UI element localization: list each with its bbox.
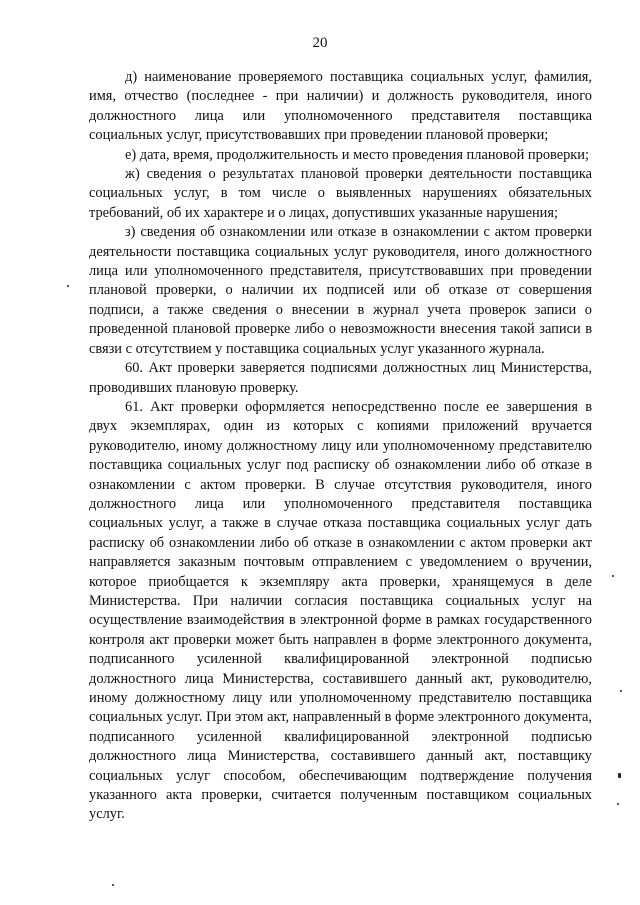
paragraph-clause-60: 60. Акт проверки заверяется подписями должностных лиц Министерства, проводивших плановую проверку.: [89, 360, 592, 396]
paragraph-clause-61: 61. Акт проверки оформляется непосредственно после ее завершения в двух экземплярах, один из которых с копиями приложений вручается руководителю, иному должностному лицу или уполномоченному представителю поставщика социальных услуг под расписку об ознакомлении либо об отказе в ознакомлении с актом проверки. В случае отсутствия руководителя, иного должностного лица или уполномоченного представителя поставщика социальных услуг, а также в случае отказа поставщика социальных услуг дать расписку об ознакомлении либо об отказе в ознакомлении с актом проверки акт направляется заказным почтовым отправлением с уведомлением о вручении, которое приобщается к экземпляру акта проверки, хранящемуся в деле Министерства. При наличии согласия поставщика социальных услуг на осуществление взаимодействия в электронной форме в рамках государственного контроля акт проверки может быть направлен в форме электронного документа, подписанного усиленной квалифицированной электронной подписью должностного лица Министерства, составившего данный акт, руководителю, иному должностному лицу или уполномоченному представителю поставщика социальных услуг. При этом акт, направленный в форме электронного документа, подписанного усиленной квалифицированной электронной подписью должностного лица Министерства, составившего данный акт, поставщику социальных услуг способом, обеспечивающим подтверждение получения указанного акта проверки, считается полученным поставщиком социальных услуг.: [89, 398, 592, 823]
scan-speck: [618, 773, 621, 778]
paragraph-item-zh: ж) сведения о результатах плановой проверки деятельности поставщика социальных услуг, в том числе о выявленных нарушениях обязательных требований, об их характере и о лицах, допустивших указанные нарушения;: [89, 166, 592, 221]
scan-speck: [112, 884, 114, 886]
paragraph-item-e: е) дата, время, продолжительность и место проведения плановой проверки;: [125, 146, 589, 163]
scan-speck: [620, 690, 622, 692]
scan-speck: [617, 803, 619, 805]
scan-speck: [612, 575, 614, 577]
paragraph-item-d: д) наименование проверяемого поставщика социальных услуг, фамилия, имя, отчество (последнее - при наличии) и должность руководителя, иного должностного лица или уполномоченного представителя поставщика социальных услуг, присутствовавших при проведении плановой проверки;: [89, 69, 592, 144]
page-number: 20: [312, 35, 328, 51]
document-body: [89, 68, 592, 825]
paragraph-item-z: з) сведения об ознакомлении или отказе в ознакомлении с актом проверки деятельности поставщика социальных услуг руководителя, иного должностного лица или уполномоченного представителя, присутствовавших при проведении плановой проверки, о наличии их подписей или об отказе от совершения подписи, а также сведения о внесении в журнал учета проверок записи о проведенной плановой проверке либо о невозможности внесения такой записи в связи с отсутствием у поставщика социальных услуг указанного журнала.: [89, 224, 592, 357]
scan-speck: [67, 285, 69, 287]
